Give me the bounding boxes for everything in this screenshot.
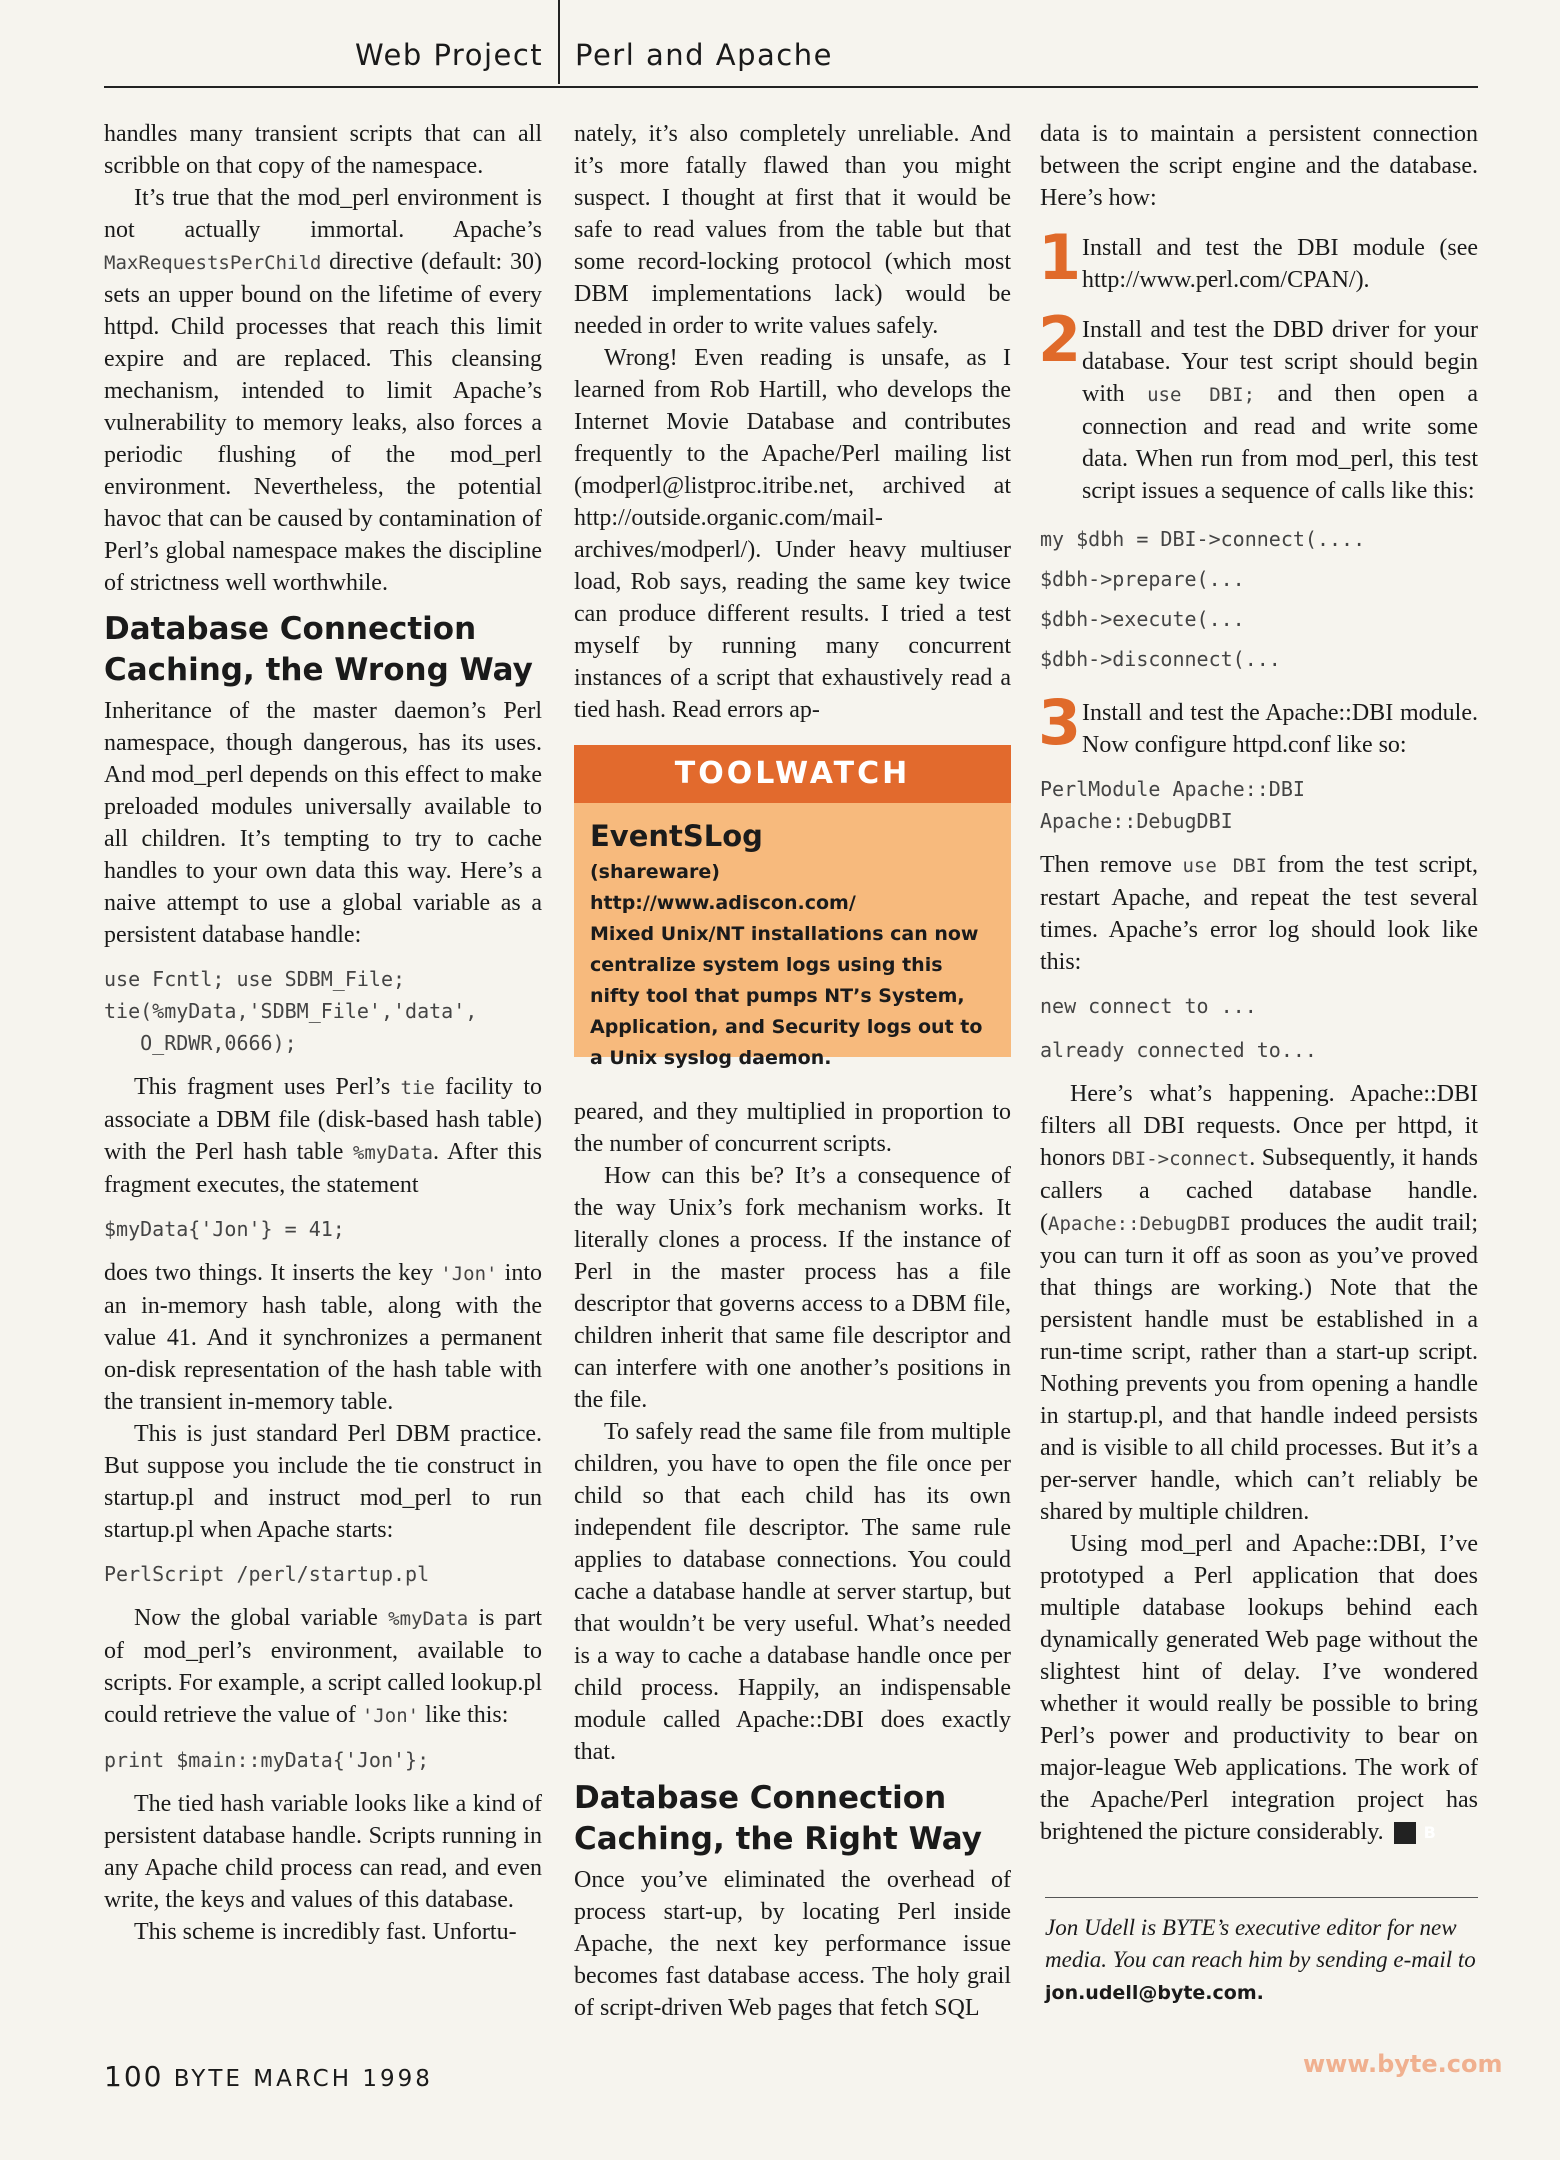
inline-code: Apache::DebugDBI bbox=[1048, 1213, 1232, 1235]
paragraph: Inheritance of the master daemon’s Perl namespace, though dangerous, has its uses. And mod_perl depends on this effect to make preloaded modules universally available to all children. It’s tempting to try to cache handles to your own data this way. Here’s a naive attempt to use a global variable as a persistent database handle: bbox=[104, 698, 542, 948]
code-block: print $main::myData{'Jon'}; bbox=[104, 1748, 430, 1772]
step-number: 1 bbox=[1038, 221, 1082, 294]
paragraph: Once you’ve eliminated the overhead of process start-up, by locating Perl inside Apache, the next key performance issue becomes fast database access. The holy grail of script-driven Web pages that fetch SQL bbox=[574, 1867, 1011, 2021]
paragraph: data is to maintain a persistent connection between the script engine and the database. Here’s how: bbox=[1040, 121, 1478, 211]
watermark: www.byte.com bbox=[1303, 2050, 1503, 2078]
column-1 bbox=[104, 118, 542, 1948]
toolwatch-body bbox=[574, 803, 1011, 1074]
subheading-right-way: Database Connection Caching, the Right Way bbox=[574, 1780, 982, 1857]
magazine-name: BYTE bbox=[173, 2066, 243, 2092]
header-divider bbox=[558, 0, 560, 84]
code-block: $myData{'Jon'} = 41; bbox=[104, 1217, 345, 1241]
subheading-wrong-way: Database Connection Caching, the Wrong Way bbox=[104, 611, 533, 688]
column-2 bbox=[574, 118, 1011, 726]
paragraph: This fragment uses Perl’s tie facility to associate a DBM file (disk-based hash table) with the Perl hash table %myData. After this fragment executes, the statement bbox=[104, 1074, 542, 1198]
paragraph: does two things. It inserts the key 'Jon' into an in-memory hash table, along with the value 41. And it synchronizes a permanent on-disk representation of the hash table with the transient in-memory table. bbox=[104, 1260, 542, 1415]
paragraph: Wrong! Even reading is unsafe, as I learned from Rob Hartill, who develops the Internet Movie Database and contributes frequently to the Apache/Perl mailing list (modperl@listproc.itribe.net, archived at http://outside.organic.com/mail-archives/modperl/). Under heavy multiuser load, Rob says, reading the same key twice can produce different results. I tried a test myself by running many concurrent instances of a script that exhaustively read a tied hash. Read errors ap- bbox=[574, 345, 1011, 723]
paragraph: It’s true that the mod_perl environment is not actually immortal. Apache’s MaxRequestsPerChild directive (default: 30) sets an upper bound on the lifetime of every httpd. Child processes that reach this limit expire and are replaced. This cleansing mechanism, intended to limit Apache’s vulnerability to memory leaks, also forces a periodic flushing of the mod_perl environment. Nevertheless, the potential havoc that can be caused by contamination of Perl’s global namespace makes the discipline of strictness well worthwhile. bbox=[104, 185, 542, 596]
paragraph: To safely read the same file from multiple children, you have to open the file once per child so that each child has its own independent file descriptor. The same rule applies to database connections. You could cache a database handle at server startup, but that wouldn’t be very useful. What’s needed is a way to cache a database handle once per child process. Happily, an indispensable module called Apache::DBI does exactly that. bbox=[574, 1419, 1011, 1765]
paragraph: How can this be? It’s a consequence of the way Unix’s fork mechanism works. It literally clones a process. If the instance of Perl in the master process has a file descriptor that governs access to a DBM file, children inherit that same file descriptor and can interfere with one another’s positions in the file. bbox=[574, 1163, 1011, 1413]
section-label: Web Project bbox=[355, 38, 544, 72]
inline-code: DBI->connect bbox=[1111, 1148, 1250, 1170]
inline-code: 'Jon' bbox=[361, 1705, 420, 1727]
inline-code: MaxRequestsPerChild bbox=[104, 252, 322, 274]
tool-name: EventSLog bbox=[590, 819, 763, 853]
page-header bbox=[0, 0, 1560, 88]
byline-rule bbox=[1045, 1897, 1478, 1898]
inline-code: %myData bbox=[388, 1608, 469, 1630]
code-block: PerlScript /perl/startup.pl bbox=[104, 1562, 430, 1586]
code-block: already connected to... bbox=[1040, 1038, 1317, 1062]
column-2-continued bbox=[574, 1096, 1011, 2024]
inline-code: use DBI bbox=[1182, 855, 1268, 877]
code-block: PerlModule Apache::DBI Apache::DebugDBI bbox=[1040, 777, 1305, 833]
paragraph: The tied hash variable looks like a kind of persistent database handle. Scripts running in any Apache child process can read, and even write, the keys and values of this database. bbox=[104, 1791, 542, 1913]
inline-code: tie bbox=[400, 1077, 435, 1099]
code-block: new connect to ... bbox=[1040, 994, 1257, 1018]
issue-date: MARCH 1998 bbox=[253, 2066, 433, 2092]
step-3: 3 Install and test the Apache::DBI module. Now configure httpd.conf like so: bbox=[1038, 686, 1478, 759]
inline-code: %myData bbox=[352, 1142, 433, 1164]
step-2: 2 Install and test the DBD driver for your database. Your test script should begin with use DBI; and then open a connection and read and write some data. When run from mod_perl, this test script issues a sequence of calls like this: bbox=[1038, 303, 1478, 504]
inline-code: 'Jon' bbox=[440, 1263, 498, 1285]
paragraph: Using mod_perl and Apache::DBI, I’ve prototyped a Perl application that does multiple database lookups behind each dynamically generated Web page without the slightest hint of delay. I’ve wondered whether it would really be possible to bring Perl’s power and productivity to bear on major-league Web applications. The work of the Apache/Perl integration project has brightened the picture considerably. B bbox=[1040, 1531, 1478, 1845]
end-mark-icon: B bbox=[1394, 1822, 1416, 1844]
step-1: 1 Install and test the DBI module (see http://www.perl.com/CPAN/). bbox=[1038, 221, 1478, 294]
author-email: jon.udell@byte.com. bbox=[1045, 1982, 1264, 2004]
step-number: 3 bbox=[1038, 686, 1082, 759]
code-block: use Fcntl; use SDBM_File; tie(%myData,'SDBM_File','data', O_RDWR,0666); bbox=[104, 967, 478, 1055]
paragraph: Here’s what’s happening. Apache::DBI filters all DBI requests. Once per httpd, it honors DBI->connect. Subsequently, it hands callers a cached database handle. (Apache::DebugDBI produces the audit trail; you can turn it off as soon as you’ve proved that things are working.) Note that the persistent handle must be established in a run-time script, rather than a start-up script. Nothing prevents you from opening a handle in startup.pl, and that handle indeed persists and is visible to all child processes. But it’s a per-server handle, which can’t reliably be shared by multiple children. bbox=[1040, 1081, 1478, 1525]
column-3 bbox=[1040, 118, 1478, 1848]
paragraph: peared, and they multiplied in proportion to the number of concurrent scripts. bbox=[574, 1099, 1011, 1157]
tool-license: (shareware) bbox=[590, 861, 720, 883]
toolwatch-box bbox=[574, 745, 1011, 1069]
paragraph: Now the global variable %myData is part of mod_perl’s environment, available to scripts. For example, a script called lookup.pl could retrieve the value of 'Jon' like this: bbox=[104, 1605, 542, 1728]
inline-code: use DBI; bbox=[1147, 384, 1256, 406]
code-block: my $dbh = DBI->connect(.... $dbh->prepare(... $dbh->execute(... $dbh->disconnect(... bbox=[1040, 527, 1366, 671]
author-byline: Jon Udell is BYTE’s executive editor for new media. You can reach him by sending e-mail to jon.udell@byte.com. bbox=[1045, 1915, 1476, 2004]
paragraph: handles many transient scripts that can all scribble on that copy of the namespace. bbox=[104, 121, 542, 179]
toolwatch-heading: TOOLWATCH bbox=[574, 745, 1011, 803]
paragraph: This is just standard Perl DBM practice. But suppose you include the tie construct in startup.pl and instruct mod_perl to run startup.pl when Apache starts: bbox=[104, 1421, 542, 1543]
tool-url: http://www.adiscon.com/ bbox=[590, 892, 856, 914]
page-footer bbox=[104, 2060, 433, 2093]
paragraph: Then remove use DBI from the test script, restart Apache, and repeat the test several times. Apache’s error log should look like this: bbox=[1040, 852, 1479, 975]
header-rule bbox=[104, 86, 1478, 88]
paragraph: nately, it’s also completely unreliable. And it’s more fatally flawed than you might suspect. I thought at first that it would be safe to read values from the table but that some record-locking protocol (which most DBM implementations lack) would be needed in order to write values safely. bbox=[574, 121, 1011, 339]
step-number: 2 bbox=[1038, 303, 1082, 376]
article-title: Perl and Apache bbox=[575, 38, 833, 72]
page-number: 100 bbox=[104, 2060, 164, 2093]
tool-description: Mixed Unix/NT installations can now centralize system logs using this nifty tool that pumps NT’s System, Application, and Security logs out to a Unix syslog daemon. bbox=[590, 923, 983, 1069]
paragraph: This scheme is incredibly fast. Unfortu- bbox=[134, 1919, 517, 1945]
